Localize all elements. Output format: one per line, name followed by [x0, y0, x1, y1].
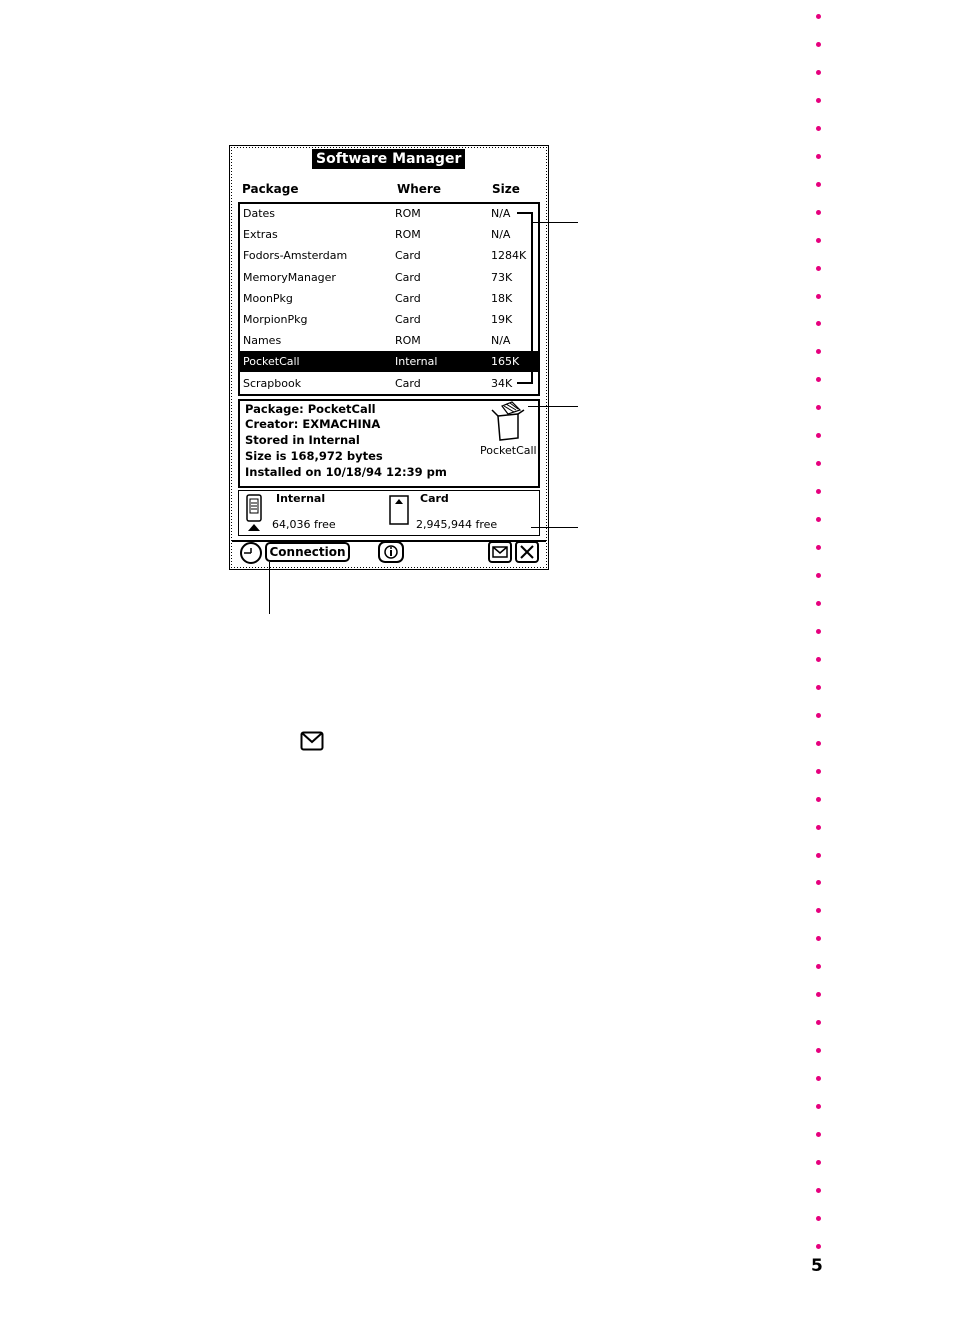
- window-title: Software Manager: [312, 149, 465, 169]
- package-where: Card: [395, 270, 421, 284]
- list-bracket-bottom: [517, 382, 533, 384]
- package-size: 165K: [491, 355, 520, 369]
- margin-dot: [816, 964, 821, 969]
- table-row[interactable]: [240, 245, 540, 266]
- margin-dot: [816, 154, 821, 159]
- margin-dot: [816, 98, 821, 103]
- info-size: Size is 168,972 bytes: [245, 449, 383, 463]
- package-name: MemoryManager: [243, 270, 336, 284]
- margin-dot: [816, 573, 821, 578]
- package-size: N/A: [491, 207, 511, 220]
- margin-dot: [816, 629, 821, 634]
- margin-dot: [816, 908, 821, 913]
- margin-dot: [816, 14, 821, 19]
- package-size: 34K: [491, 376, 513, 390]
- column-header-package: Package: [242, 182, 299, 196]
- margin-dot: [816, 321, 821, 326]
- package-name: Names: [243, 334, 282, 348]
- margin-dot: [816, 880, 821, 885]
- margin-dot: [816, 545, 821, 550]
- package-size: 73K: [491, 270, 513, 284]
- info-stored: Stored in Internal: [245, 433, 360, 447]
- card-store-icon[interactable]: [388, 494, 410, 526]
- package-name: MoonPkg: [243, 291, 293, 305]
- connection-button[interactable]: Connection: [265, 542, 350, 562]
- package-name: Scrapbook: [243, 376, 302, 390]
- envelope-icon[interactable]: [488, 541, 512, 563]
- package-where: Card: [395, 249, 421, 263]
- package-name: PocketCall: [243, 355, 300, 369]
- package-size: 18K: [491, 291, 513, 305]
- margin-dot: [816, 517, 821, 522]
- margin-dot: [816, 1048, 821, 1053]
- package-where: Card: [395, 291, 421, 305]
- column-header-where: Where: [397, 182, 441, 196]
- column-header-size: Size: [492, 182, 520, 196]
- margin-dot: [816, 405, 821, 410]
- package-where: Internal: [395, 355, 438, 369]
- envelope-icon: [300, 731, 324, 751]
- margin-dot: [816, 657, 821, 662]
- margin-dot: [816, 349, 821, 354]
- package-name: Extras: [243, 228, 278, 242]
- margin-dot: [816, 266, 821, 271]
- callout-line-list: [533, 222, 578, 223]
- margin-dot: [816, 1216, 821, 1221]
- margin-dot: [816, 489, 821, 494]
- margin-dot: [816, 294, 821, 299]
- internal-store-label: Internal: [276, 492, 326, 505]
- info-installed: Installed on 10/18/94 12:39 pm: [245, 465, 447, 479]
- package-name: Fodors-Amsterdam: [243, 249, 348, 263]
- callout-line-connection: [269, 562, 270, 614]
- internal-store-icon[interactable]: [244, 493, 264, 533]
- table-row[interactable]: [240, 267, 540, 288]
- margin-dot: [816, 126, 821, 131]
- package-name: Dates: [243, 207, 276, 220]
- clock-icon[interactable]: [239, 541, 263, 565]
- callout-line-storage: [531, 527, 578, 528]
- package-size: N/A: [491, 334, 511, 348]
- margin-dot: [816, 825, 821, 830]
- package-size: N/A: [491, 228, 511, 242]
- margin-dot: [816, 1104, 821, 1109]
- margin-dot: [816, 1076, 821, 1081]
- margin-dot: [816, 182, 821, 187]
- table-row[interactable]: [240, 373, 540, 394]
- margin-dot: [816, 797, 821, 802]
- margin-dot: [816, 936, 821, 941]
- package-where: Card: [395, 376, 421, 390]
- margin-dot: [816, 741, 821, 746]
- margin-dot: [816, 769, 821, 774]
- package-size: 1284K: [491, 249, 527, 263]
- package-where: ROM: [395, 207, 421, 220]
- info-icon[interactable]: [378, 541, 404, 563]
- margin-dot: [816, 377, 821, 382]
- margin-dot: [816, 461, 821, 466]
- margin-dot: [816, 1020, 821, 1025]
- table-row[interactable]: [240, 224, 540, 245]
- internal-free: 64,036 free: [272, 518, 336, 531]
- margin-dot: [816, 42, 821, 47]
- card-free: 2,945,944 free: [416, 518, 498, 531]
- margin-dot: [816, 238, 821, 243]
- margin-dot: [816, 992, 821, 997]
- table-row[interactable]: [240, 203, 540, 224]
- table-row[interactable]: [240, 351, 540, 372]
- margin-dot: [816, 70, 821, 75]
- margin-dot: [816, 1160, 821, 1165]
- card-store-label: Card: [420, 492, 449, 505]
- callout-line-icon: [528, 406, 578, 407]
- margin-dot: [816, 433, 821, 438]
- margin-dot: [816, 685, 821, 690]
- package-where: Card: [395, 313, 421, 326]
- package-where: ROM: [395, 228, 421, 242]
- margin-dot: [816, 601, 821, 606]
- list-bracket-top: [517, 212, 533, 214]
- info-creator: Creator: EXMACHINA: [245, 417, 381, 431]
- close-icon[interactable]: [515, 541, 539, 563]
- list-bracket: [531, 212, 533, 384]
- info-package: Package: PocketCall: [245, 402, 376, 416]
- package-icon[interactable]: [488, 400, 528, 444]
- margin-dot: [816, 1132, 821, 1137]
- table-row[interactable]: [240, 309, 540, 330]
- table-row[interactable]: [240, 288, 540, 309]
- margin-dot: [816, 210, 821, 215]
- page-number: 5: [811, 1256, 823, 1276]
- margin-dot: [816, 1244, 821, 1249]
- package-where: ROM: [395, 334, 421, 348]
- package-name: MorpionPkg: [243, 313, 308, 326]
- package-icon-label: PocketCall: [480, 444, 537, 457]
- margin-dot: [816, 713, 821, 718]
- margin-dot: [816, 1188, 821, 1193]
- table-row[interactable]: [240, 330, 540, 351]
- margin-dot: [816, 853, 821, 858]
- package-size: 19K: [491, 313, 513, 326]
